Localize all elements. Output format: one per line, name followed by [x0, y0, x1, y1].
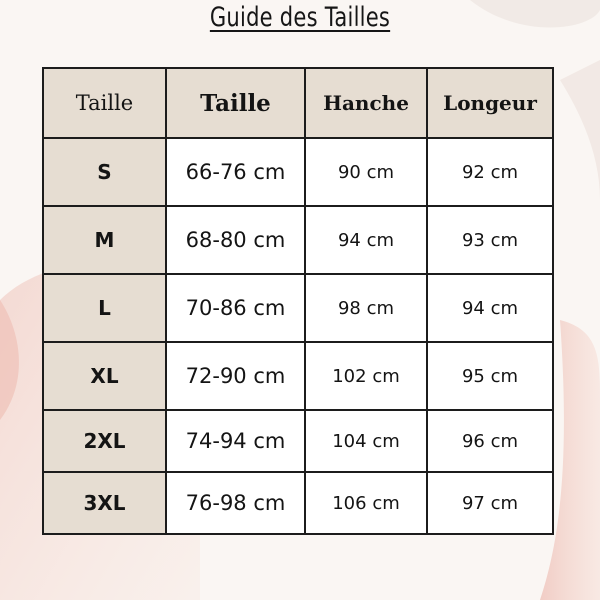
waist-value: 70-86 cm	[166, 274, 305, 342]
size-label: M	[43, 206, 166, 274]
waist-value: 76-98 cm	[166, 472, 305, 534]
length-value: 97 cm	[427, 472, 553, 534]
length-value: 92 cm	[427, 138, 553, 206]
size-label: L	[43, 274, 166, 342]
length-value: 93 cm	[427, 206, 553, 274]
length-value: 94 cm	[427, 274, 553, 342]
header-hip: Hanche	[305, 68, 427, 138]
table-row	[43, 138, 553, 206]
table-row	[43, 206, 553, 274]
length-value: 95 cm	[427, 342, 553, 410]
size-label: XL	[43, 342, 166, 410]
header-size: Taille	[43, 68, 166, 138]
hip-value: 98 cm	[305, 274, 427, 342]
table-row	[43, 274, 553, 342]
table-row	[43, 472, 553, 534]
table-row	[43, 410, 553, 472]
hip-value: 104 cm	[305, 410, 427, 472]
header-waist: Taille	[166, 68, 305, 138]
waist-value: 66-76 cm	[166, 138, 305, 206]
size-label: 2XL	[43, 410, 166, 472]
hip-value: 102 cm	[305, 342, 427, 410]
size-label: S	[43, 138, 166, 206]
header-length: Longeur	[427, 68, 553, 138]
hip-value: 90 cm	[305, 138, 427, 206]
length-value: 96 cm	[427, 410, 553, 472]
waist-value: 72-90 cm	[166, 342, 305, 410]
hip-value: 106 cm	[305, 472, 427, 534]
waist-value: 68-80 cm	[166, 206, 305, 274]
size-guide-table	[42, 67, 554, 535]
hip-value: 94 cm	[305, 206, 427, 274]
page-title: Guide des Tailles	[209, 2, 391, 33]
table-row	[43, 342, 553, 410]
size-label: 3XL	[43, 472, 166, 534]
table-header-row	[43, 68, 553, 138]
waist-value: 74-94 cm	[166, 410, 305, 472]
